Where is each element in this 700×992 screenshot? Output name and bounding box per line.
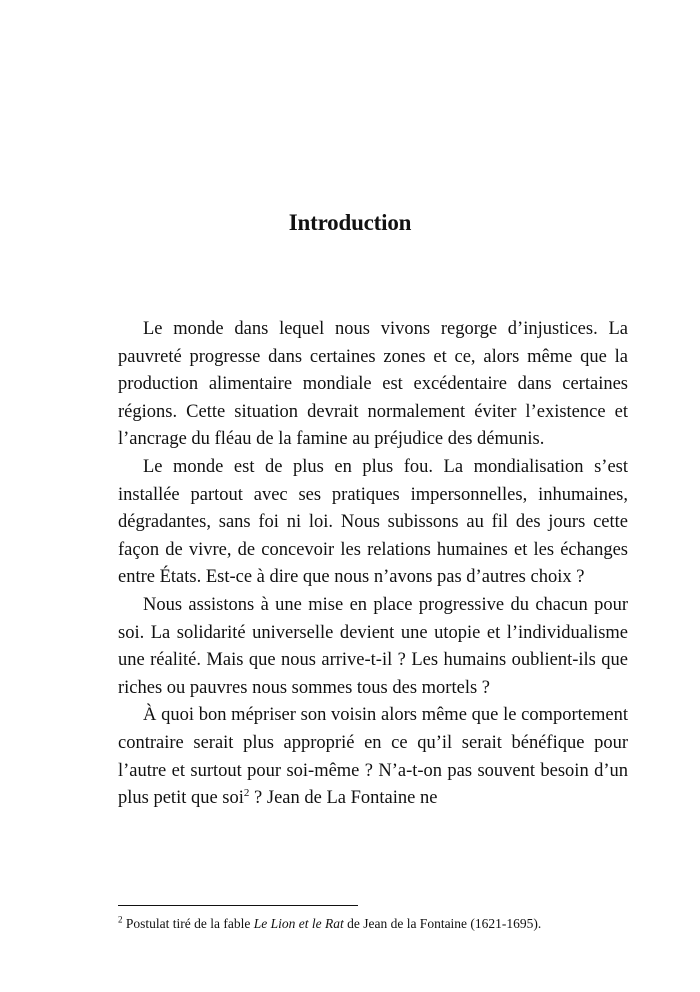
paragraph-text: À quoi bon mépriser son voisin alors même que le comportement contraire serait plus approprié en ce qu’il serait bénéfique pour l’autre et surtout pour soi-même ? N’a-t-on pas souvent besoin d’un plus petit que soi bbox=[118, 705, 628, 809]
footnote-separator bbox=[118, 905, 358, 906]
paragraph bbox=[118, 702, 628, 812]
footnote-text-end: de Jean de la Fontaine (1621-1695). bbox=[343, 916, 542, 931]
footnote-fable-title: Le Lion et le Rat bbox=[253, 916, 344, 931]
body-text bbox=[118, 316, 628, 813]
footnote-number: 2 bbox=[118, 914, 123, 925]
chapter-title: Introduction bbox=[288, 210, 412, 235]
paragraph: Le monde est de plus en plus fou. La mondialisation s’est installée partout avec ses pratiques impersonnelles, inhumaines, dégradantes, sans foi ni loi. Nous subissons au fil des jours cette façon de vivre, de concevoir les relations humaines et les échanges entre États. Est-ce à dire que nous n’avons pas d’autres choix ? bbox=[118, 456, 628, 588]
paragraph: Nous assistons à une mise en place progressive du chacun pour soi. La solidarité universelle devient une utopie et l’individualisme une réalité. Mais que nous arrive-t-il ? Les humains oublient-ils que riches ou pauvres nous sommes tous des mortels ? bbox=[118, 594, 628, 698]
footnote bbox=[118, 915, 638, 933]
footnote-text: Postulat tiré de la fable bbox=[122, 916, 254, 931]
paragraph-text-continued: ? Jean de La Fontaine ne bbox=[249, 788, 438, 809]
paragraph: Le monde dans lequel nous vivons regorge d’injustices. La pauvreté progresse dans certaines zones et ce, alors même que la production alimentaire mondiale est excédentaire dans certaines régions. Cette situation devrait normalement éviter l’existence et l’ancrage du fléau de la famine au préjudice des démunis. bbox=[118, 319, 628, 450]
footnote-reference[interactable]: 2 bbox=[243, 786, 250, 799]
